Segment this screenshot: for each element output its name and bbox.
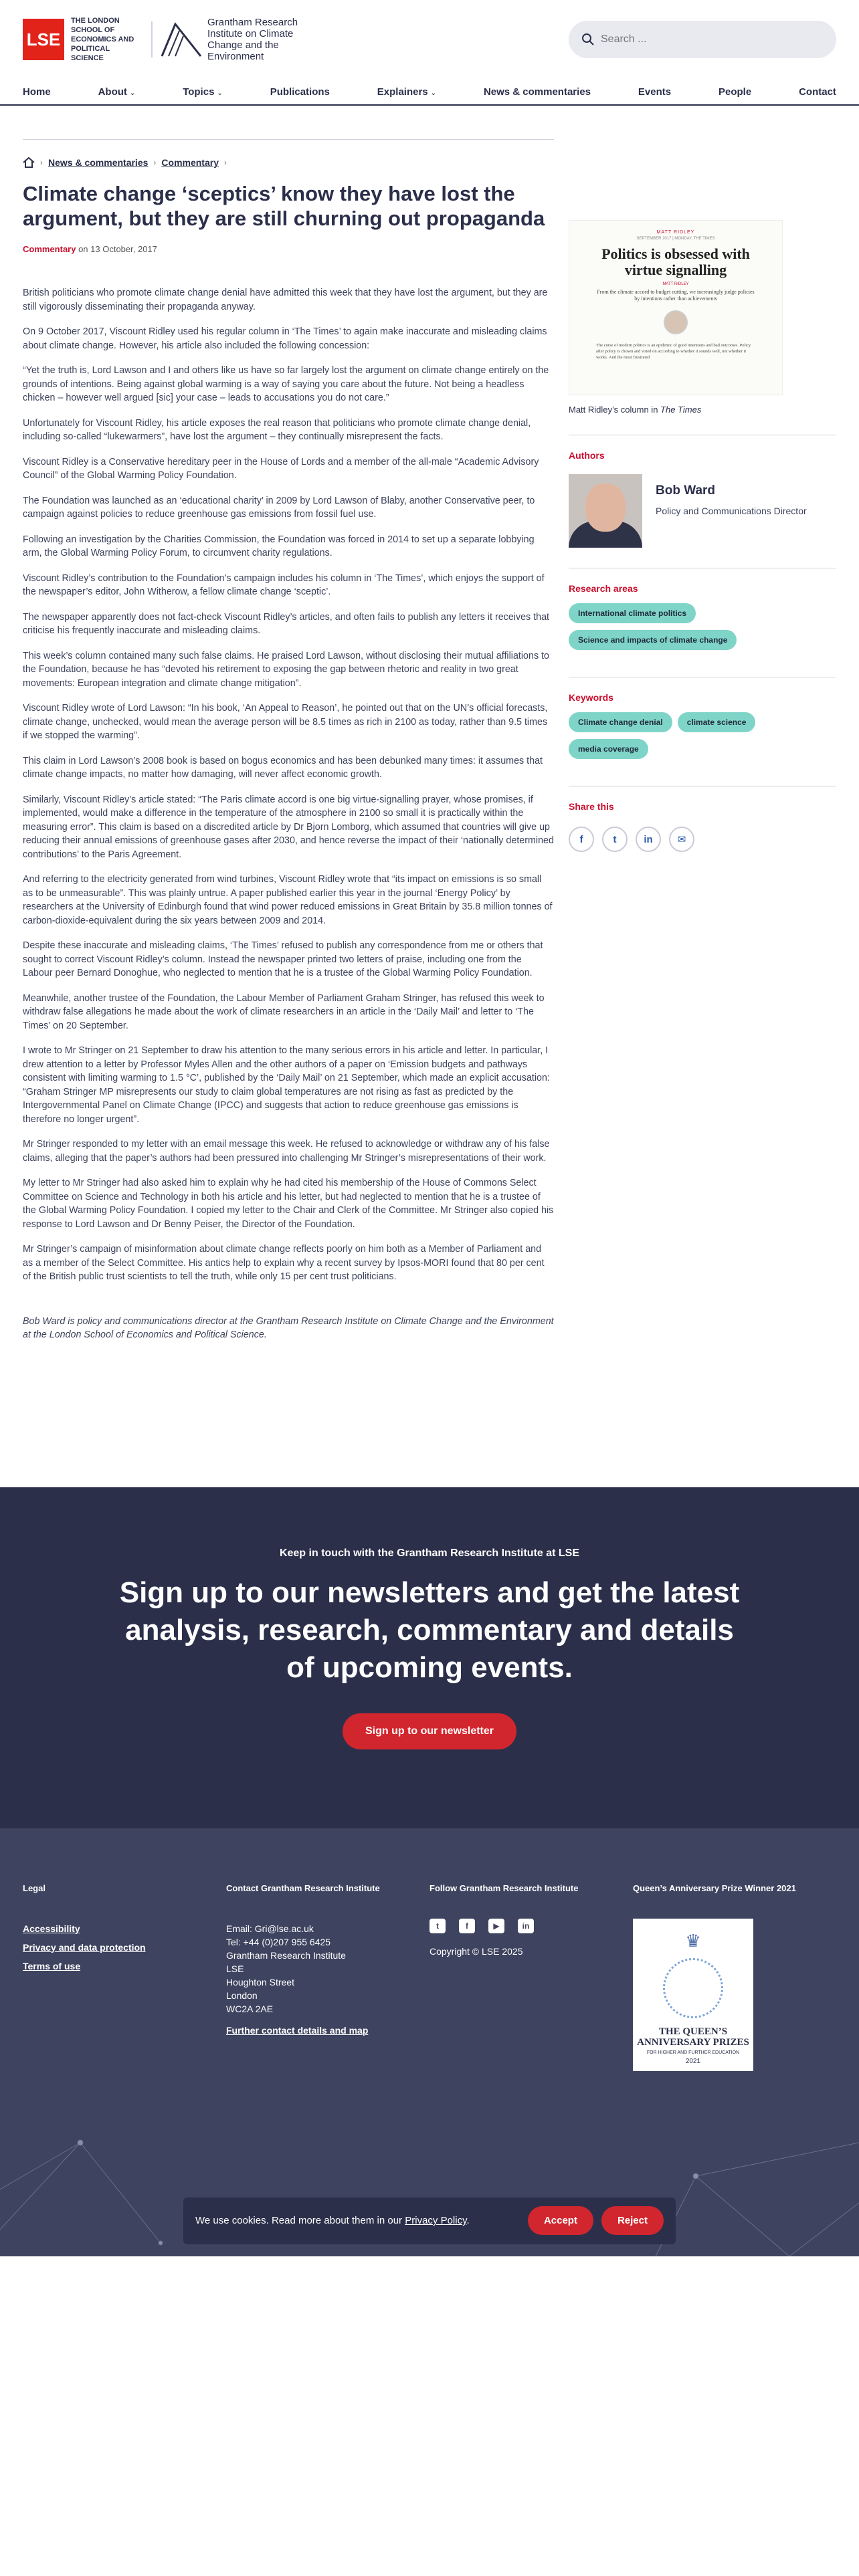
article-paragraph: Unfortunately for Viscount Ridley, his article exposes the real reason that politicians who promote climate change denial, including so-called “lukewarmers”, have lost the argument – they continually misrepresent the facts.	[23, 417, 531, 442]
keywords-heading: Keywords	[569, 692, 613, 703]
article-paragraph: Meanwhile, another trustee of the Foundation, the Labour Member of Parliament Graham Stringer, has refused this week to withdraw false allegations he made about the work of climate researchers in an article in the ‘Daily Mail’ and letter to ‘The Times’ on 20 September.	[23, 992, 545, 1031]
article-paragraph: And referring to the electricity generated from wind turbines, Viscount Ridley wrote that “its impact on emissions is so small as to be unmeasurable”. This was plainly untrue. A paper published earlier this year in the journal ‘Energy Policy’ by researchers at the University of Edinburgh found that wind power reduced emissions in Great Britain by 35.8 million tonnes of carbon-dioxide-equivalent during the six years between 2009 and 2014.	[23, 874, 553, 926]
cookie-text-end: .	[466, 2215, 470, 2226]
cookie-banner	[183, 2197, 676, 2244]
research-tag[interactable]: International climate politics	[569, 603, 696, 623]
caption-text: Matt Ridley’s column in	[569, 405, 661, 415]
columnist-avatar	[664, 310, 688, 334]
youtube-icon[interactable]: ▶	[488, 1919, 504, 1933]
avatar	[569, 474, 642, 548]
keyword-tag[interactable]: climate science	[678, 712, 756, 732]
contact-email[interactable]: Email: Gri@lse.ac.uk	[226, 1923, 314, 1934]
chevron-down-icon: ⌄	[129, 89, 136, 97]
image-kicker: MATT RIDLEY	[656, 230, 695, 235]
contact-heading: Contact Grantham Research Institute	[226, 1883, 380, 1893]
nav-topics[interactable]	[183, 86, 223, 98]
article-body	[23, 286, 554, 1342]
image-body: The curse of modern politics is an epidemic of good intentions and bad outcomes. Policy after policy is chosen and voted on according to whether it sounds well, not whether it works. And the most frustrated	[596, 343, 751, 360]
twitter-icon[interactable]: t	[430, 1919, 446, 1933]
prize-heading: Queen’s Anniversary Prize Winner 2021	[633, 1883, 796, 1893]
author-info	[656, 484, 807, 548]
sidebar	[569, 140, 836, 1354]
article-meta	[23, 244, 554, 254]
caption-italic: The Times	[660, 405, 702, 415]
newsletter-heading: Sign up to our newsletters and get the latest analysis, research, commentary and details of upcoming events.	[119, 1576, 740, 1684]
linkedin-icon[interactable]: in	[636, 827, 661, 852]
article-paragraph: The newspaper apparently does not fact-check Viscount Ridley’s articles, and often fails to publish any letters it receives that criticise his frequently inaccurate and misleading claims.	[23, 611, 550, 636]
gri-logo[interactable]	[161, 17, 321, 62]
research-heading: Research areas	[569, 583, 638, 594]
newsletter-section	[0, 1487, 859, 1828]
image-date: SEPTEMBER 2017 | MONDAY, THE TIMES	[636, 237, 715, 241]
follow-heading: Follow Grantham Research Institute	[430, 1883, 579, 1893]
breadcrumb	[23, 157, 554, 168]
nav-topics-label: Topics	[183, 86, 215, 98]
home-icon[interactable]	[23, 157, 35, 168]
share-heading: Share this	[569, 801, 614, 812]
address-line: LSE	[226, 1963, 244, 1974]
article-paragraph: I wrote to Mr Stringer on 21 September to draw his attention to the many serious errors in his article and letter. In particular, I drew attention to a letter by Professor Myles Allen and the other authors of a paper on ‘Emission budgets and pathways consistent with limiting warming to 1.5 °C’, published by the ‘Daily Mail’ on 21 September, which made an explicit accusation: “Graham Stringer MP misrepresents our study to claim global temperatures are not rising as fast as predicted by the Intergovernmental Panel on Climate Change (IPCC) and suggests that action to reduce greenhouse gas emissions is therefore no longer urgent”.	[23, 1045, 550, 1125]
nav-people[interactable]: People	[719, 86, 752, 98]
author-bio: Bob Ward is policy and communications director at the Grantham Research Institute on Climate Change and the Environment at the London School of Economics and Political Science.	[23, 1315, 554, 1340]
image-standfirst: From the climate accord to budget cutting, we increasingly judge policies by intentions rather than achievements	[597, 289, 755, 302]
nav-explainers[interactable]	[377, 86, 436, 98]
article-date: on 13 October, 2017	[76, 244, 157, 254]
avatar-face	[585, 484, 626, 532]
facebook-icon[interactable]: f	[459, 1919, 475, 1933]
chevron-right-icon: ›	[224, 158, 227, 167]
authors-heading: Authors	[569, 450, 605, 461]
cookie-text: We use cookies. Read more about them in our	[195, 2215, 405, 2226]
breadcrumb-commentary[interactable]: Commentary	[161, 157, 219, 168]
nav-about-label: About	[98, 86, 127, 98]
article-paragraph: Mr Stringer’s campaign of misinformation about climate change reflects poorly on him both as a Member of Parliament and as a member of the Select Committee. His antics help to explain why a recent survey by Ipsos-MORI found that 80 per cent of the British public trust scientists to tell the truth, while only 15 per cent trust politicians.	[23, 1244, 545, 1282]
snowflake-emblem-icon	[663, 1958, 723, 2018]
image-caption	[569, 405, 836, 415]
research-tag[interactable]: Science and impacts of climate change	[569, 630, 737, 650]
content-area	[0, 140, 859, 1354]
crown-icon: ♛	[685, 1930, 701, 1951]
contact-tel: Tel: +44 (0)207 955 6425	[226, 1936, 331, 1947]
article-category[interactable]: Commentary	[23, 244, 76, 254]
reject-button[interactable]: Reject	[601, 2206, 664, 2235]
cookie-message	[195, 2215, 470, 2226]
chevron-right-icon: ›	[153, 158, 157, 167]
legal-heading: Legal	[23, 1883, 45, 1893]
article-paragraph: Mr Stringer responded to my letter with an email message this week. He refused to acknowledge or withdraw any of his false claims, alleging that the paper’s authors had been pressured into challenging Mr Stringer’s misrepresentations of their work.	[23, 1139, 550, 1164]
prize-title: THE QUEEN’S ANNIVERSARY PRIZES	[637, 2026, 749, 2048]
article-paragraph: Viscount Ridley’s contribution to the Foundation’s campaign includes his column in ‘The Times’, which enjoys the support of the newspaper’s editor, John Witherow, a fellow climate change ‘sceptic’.	[23, 572, 545, 597]
nav-contact[interactable]: Contact	[799, 86, 836, 98]
main-nav	[0, 79, 859, 106]
article-paragraph: Similarly, Viscount Ridley’s article stated: “The Paris climate accord is one big virtue-signalling prayer, whose promises, if implemented, would make a difference in the temperature of the atmosphere in 2100 so small it is practically within the measuring error”. This claim is based on a discredited article by Dr Bjorn Lomborg, which assumed that countries will give up reducing their annual emissions of greenhouse gases after 2030, and hence reverse the impact of their ‘nationally determined contributions’ to the Paris Agreement.	[23, 794, 554, 860]
contact-details-link[interactable]: Further contact details and map	[226, 2024, 369, 2036]
page-title: Climate change ‘sceptics’ know they have lost the argument, but they are still churning out propaganda	[23, 182, 545, 230]
keyword-tags	[569, 712, 836, 766]
search-icon	[582, 33, 594, 45]
search-input[interactable]	[601, 33, 815, 45]
image-headline: Politics is obsessed with virtue signalling	[601, 245, 750, 278]
site-footer	[0, 1828, 859, 2256]
article-paragraph: This week’s column contained many such false claims. He praised Lord Lawson, without disclosing their mutual affiliations to the Foundation, because he has “devoted his retirement to exposing the gap between rhetoric and reality in two great movements: European integration and climate change mitigation”.	[23, 650, 549, 689]
address-line: WC2A 2AE	[226, 2003, 274, 2014]
nav-explainers-label: Explainers	[377, 86, 428, 98]
author-name[interactable]: Bob Ward	[656, 484, 716, 498]
copyright: Copyright © LSE 2025	[430, 1945, 523, 1957]
gri-mark-icon	[161, 21, 202, 58]
address-line: Grantham Research Institute	[226, 1949, 346, 1961]
nav-news[interactable]: News & commentaries	[483, 86, 591, 98]
keyword-tag[interactable]: Climate change denial	[569, 712, 672, 732]
article-paragraph: Following an investigation by the Charities Commission, the Foundation was forced in 2014 to set up a separate lobbying arm, the Global Warming Policy Forum, to circumvent charity regulations.	[23, 534, 535, 558]
lse-logo[interactable]: LSE	[23, 19, 64, 60]
column-image	[569, 220, 783, 395]
newsletter-kicker: Keep in touch with the Grantham Research Institute at LSE	[279, 1547, 580, 1559]
article-main	[23, 140, 554, 1354]
article-paragraph: On 9 October 2017, Viscount Ridley used his regular column in ‘The Times’ to again make inaccurate and misleading claims about climate change. However, his article also included the following concession:	[23, 326, 547, 351]
prize-logo	[633, 1919, 753, 2071]
terms-link[interactable]: Terms of use	[23, 1960, 81, 1971]
chevron-down-icon: ⌄	[430, 89, 437, 97]
research-tags	[569, 603, 836, 657]
nav-publications[interactable]: Publications	[270, 86, 330, 98]
prize-year: 2021	[685, 2057, 701, 2065]
newsletter-signup-button[interactable]: Sign up to our newsletter	[343, 1713, 516, 1749]
article-paragraph: This claim in Lord Lawson’s 2008 book is based on bogus economics and has been debunked many times: it assumes that climate change impacts, no matter how damaging, will never affect economic growth.	[23, 755, 543, 780]
nav-about[interactable]	[98, 86, 136, 98]
gri-name: Grantham Research Institute on Climate Change and the Environment	[207, 17, 298, 62]
keyword-tag[interactable]: media coverage	[569, 739, 648, 759]
chevron-right-icon: ›	[40, 158, 43, 167]
address-line: London	[226, 1990, 258, 2001]
article-paragraph: British politicians who promote climate change denial have admitted this week that they have lost the argument, but they are still vigorously disseminating their propaganda anyway.	[23, 288, 548, 312]
article-paragraph: My letter to Mr Stringer had also asked him to explain why he had cited his membership of the House of Commons Select Committee on Science and Technology in both his article and his letter, but had neglected to mention that he is a trustee of the Global Warming Policy Foundation. I copied my letter to the Chair and Clerk of the Committee. Mr Stringer also copied his response to Lord Lawson and Dr Benny Peiser, the Director of the Foundation.	[23, 1178, 554, 1230]
email-icon[interactable]: ✉	[669, 827, 694, 852]
lse-name: THE LONDON SCHOOL OF ECONOMICS AND POLITICAL SCIENCE	[71, 17, 134, 62]
author-card[interactable]	[569, 474, 836, 548]
site-header	[0, 0, 859, 79]
nav-home[interactable]: Home	[23, 86, 51, 98]
facebook-icon[interactable]: f	[569, 827, 594, 852]
article-paragraph: Viscount Ridley wrote of Lord Lawson: “In his book, ‘An Appeal to Reason’, he pointed out that on the UN’s official forecasts, climate change, unchecked, would mean the average person will be 8.5 times as rich in 2100 as today, rather than 9.5 times if we stopped the warming”.	[23, 703, 548, 741]
search-box[interactable]	[569, 21, 836, 58]
accessibility-link[interactable]: Accessibility	[23, 1923, 80, 1934]
social-links	[430, 1919, 633, 1933]
logo-divider	[151, 21, 153, 58]
image-author: MATT RIDLEY	[662, 282, 689, 286]
article-paragraph: Despite these inaccurate and misleading claims, ‘The Times’ refused to publish any correspondence from me or others that sought to correct Viscount Ridley’s column. Instead the newspaper printed two letters of praise, including one from the Labour peer Bernard Donoghue, who neglected to mention that he is a trustee of the Global Warming Policy Foundation.	[23, 940, 543, 978]
twitter-icon[interactable]: t	[602, 827, 628, 852]
share-buttons	[569, 827, 836, 852]
nav-events[interactable]: Events	[638, 86, 672, 98]
privacy-policy-link[interactable]: Privacy Policy	[405, 2215, 467, 2226]
prize-subtitle: FOR HIGHER AND FURTHER EDUCATION	[646, 2050, 740, 2055]
chevron-down-icon: ⌄	[217, 89, 223, 97]
author-role: Policy and Communications Director	[656, 506, 807, 516]
privacy-link[interactable]: Privacy and data protection	[23, 1941, 146, 1953]
breadcrumb-news[interactable]: News & commentaries	[48, 157, 149, 168]
article-paragraph: Viscount Ridley is a Conservative hereditary peer in the House of Lords and a member of the all-male “Academic Advisory Council” of the Global Warming Policy Foundation.	[23, 456, 539, 481]
article-paragraph: The Foundation was launched as an ‘educational charity’ in 2009 by Lord Lawson of Blaby, another Conservative peer, to campaign against policies to reduce greenhouse gas emissions from fossil fuel use.	[23, 495, 535, 520]
linkedin-icon[interactable]: in	[518, 1919, 534, 1933]
address-line: Houghton Street	[226, 1976, 294, 1988]
accept-button[interactable]: Accept	[528, 2206, 593, 2235]
article-paragraph: “Yet the truth is, Lord Lawson and I and others like us have so far largely lost the argument on climate change entirely on the grounds of intentions. Being against global warming is a way of saying you care about the future. Not being a headless chicken – however well argued [sic] your case – leads to accusations you do not care.”	[23, 365, 549, 403]
